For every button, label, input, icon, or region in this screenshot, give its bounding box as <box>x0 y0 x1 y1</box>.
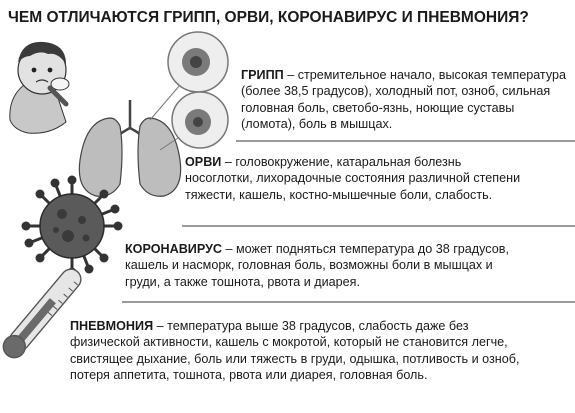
section-arvi-text: – головокружение, катаральная болезнь носоглотки, лихорадочные состояния различной степени тяжести, кашель, костно-мышечные боли, слабость. <box>185 155 521 202</box>
divider <box>236 140 575 142</box>
section-pneumonia <box>70 318 528 383</box>
section-coronavirus-name: КОРОНАВИРУС <box>125 242 223 256</box>
section-arvi-name: ОРВИ <box>185 155 222 169</box>
section-flu <box>241 67 568 132</box>
divider <box>182 225 575 227</box>
section-pneumonia-text: – температура выше 38 градусов, слабость даже без физической активности, кашель с мокротой, который не становится легче, свистящее дыхание, боль или тяжесть в груди, одышка, потливость и озноб, потеря аппетита, тошнота, рвота или диарея, головная боль. <box>70 319 520 382</box>
section-coronavirus-text: – может подняться температура до 38 градусов, кашель и насморк, головная боль, возможны боли в мышцах и груди, а также тошнота, рвота и диарея. <box>125 242 509 289</box>
section-pneumonia-name: ПНЕВМОНИЯ <box>70 319 154 333</box>
section-coronavirus <box>125 241 517 290</box>
sick-child-illustration <box>10 42 69 133</box>
section-flu-name: ГРИПП <box>241 68 284 82</box>
lungs-icon <box>79 100 180 196</box>
section-flu-text: – стремительное начало, высокая температура (более 38,5 градусов), холодный пот, озноб, сильная головная боль, светобо-язнь, ноющие суставы (ломота), боль в мышцах. <box>241 68 567 131</box>
divider <box>122 301 575 303</box>
section-arvi <box>185 154 525 203</box>
page-title: ЧЕМ ОТЛИЧАЮТСЯ ГРИПП, ОРВИ, КОРОНАВИРУС И ПНЕВМОНИЯ? <box>8 9 529 26</box>
